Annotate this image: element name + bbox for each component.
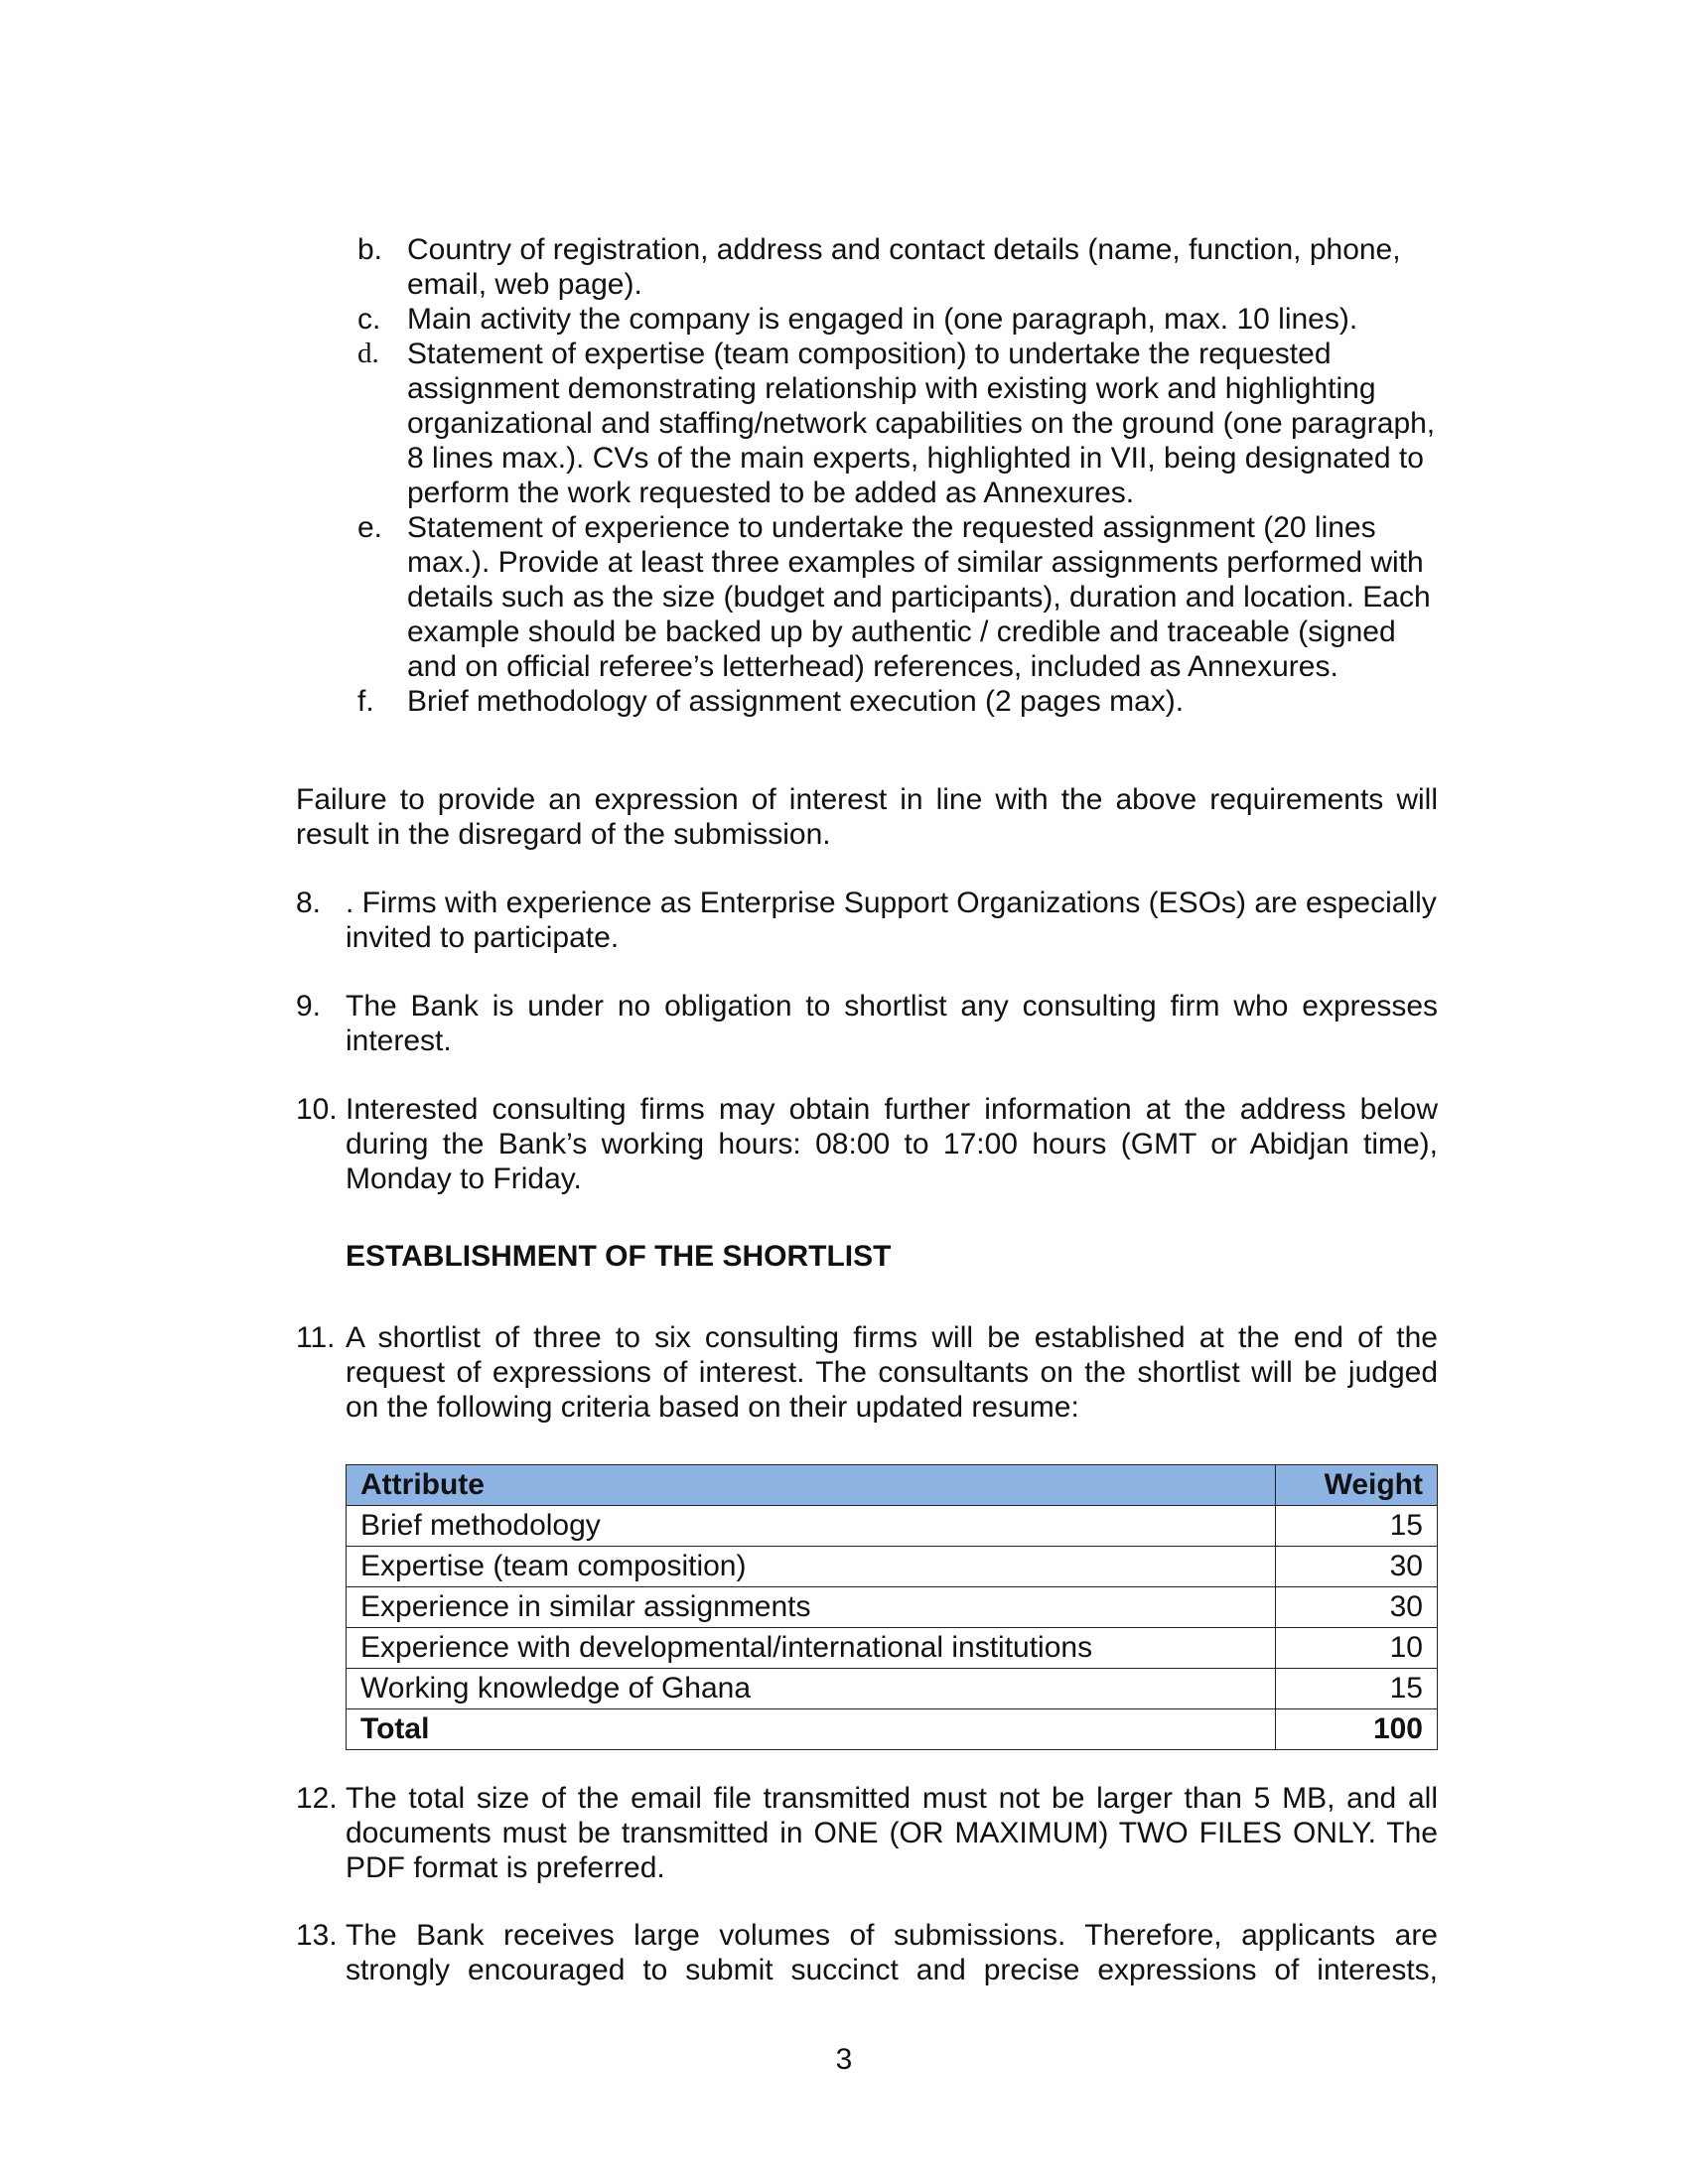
item-number: 9. [296, 990, 322, 1023]
item-text: . Firms with experience as Enterprise Support Organizations (ESOs) are especially invited to participate. [346, 887, 1437, 954]
sub-item-marker: e. [357, 511, 383, 544]
failure-paragraph: Failure to provide an expression of interest in line with the above requirements will result in the disregard of the submission. [296, 783, 1438, 851]
section-heading: ESTABLISHMENT OF THE SHORTLIST [346, 1240, 892, 1273]
sub-item-text: Country of registration, address and contact details (name, function, phone, email, web page). [407, 233, 1401, 301]
weight-cell: 15 [1276, 1669, 1438, 1709]
attribute-cell: Working knowledge of Ghana [347, 1669, 1276, 1709]
attribute-column-header: Attribute [347, 1465, 1276, 1506]
weight-cell: 10 [1276, 1628, 1438, 1669]
table-row [347, 1587, 1438, 1628]
weight-cell: 30 [1276, 1547, 1438, 1587]
sub-item-text: Main activity the company is engaged in (one paragraph, max. 10 lines). [407, 303, 1358, 336]
item-text: The Bank receives large volumes of submissions. Therefore, applicants are strongly encouraged to submit succinct and precise expressions of interests, [346, 1919, 1438, 1986]
sub-item-marker: b. [357, 233, 383, 266]
sub-item-marker: f. [357, 685, 374, 718]
table-total-row [347, 1709, 1438, 1750]
weight-cell: 30 [1276, 1587, 1438, 1628]
item-number: 10. [296, 1093, 338, 1126]
criteria-table [346, 1464, 1438, 1750]
attribute-cell: Experience with developmental/international institutions [347, 1628, 1276, 1669]
sub-item-marker: c. [357, 303, 381, 336]
sub-item-b [357, 232, 1440, 302]
numbered-item-10 [296, 1092, 1438, 1196]
numbered-item-13 [296, 1918, 1438, 1987]
table-row [347, 1669, 1438, 1709]
item-number: 13. [296, 1919, 338, 1952]
total-weight-cell: 100 [1276, 1709, 1438, 1750]
sub-item-e [357, 510, 1440, 684]
page-number: 3 [835, 2043, 853, 2076]
weight-cell: 15 [1276, 1506, 1438, 1547]
attribute-cell: Experience in similar assignments [347, 1587, 1276, 1628]
numbered-item-11 [296, 1320, 1438, 1425]
attribute-cell: Expertise (team composition) [347, 1547, 1276, 1587]
numbered-item-9 [296, 989, 1438, 1058]
item-text: Interested consulting firms may obtain further information at the address below during the Bank’s working hours: 08:00 to 17:00 hours (GMT or Abidjan time), Monday to Friday. [346, 1093, 1438, 1195]
numbered-item-12 [296, 1781, 1438, 1885]
sub-item-text: Brief methodology of assignment execution (2 pages max). [407, 685, 1185, 718]
lettered-sub-list [357, 232, 1440, 719]
item-text: The Bank is under no obligation to shortlist any consulting firm who expresses interest. [346, 990, 1438, 1057]
item-text: The total size of the email file transmitted must not be larger than 5 MB, and all documents must be transmitted in ONE (OR MAXIMUM) TWO FILES ONLY. The PDF format is preferred. [346, 1782, 1438, 1884]
total-label-cell: Total [347, 1709, 1276, 1750]
table-row [347, 1628, 1438, 1669]
weight-column-header: Weight [1276, 1465, 1438, 1506]
item-number: 12. [296, 1782, 338, 1815]
item-text: A shortlist of three to six consulting firms will be established at the end of the request of expressions of interest. The consultants on the shortlist will be judged on the following criteria based on their updated resume: [346, 1321, 1438, 1424]
attribute-cell: Brief methodology [347, 1506, 1276, 1547]
numbered-item-8 [296, 886, 1438, 955]
table-row [347, 1506, 1438, 1547]
item-number: 8. [296, 887, 322, 919]
sub-item-text: Statement of expertise (team composition) to undertake the requested assignment demonstrating relationship with existing work and highlighting organizational and staffing/network capabilities on the ground (one paragraph, 8 lines max.). CVs of the main experts, highlighted in VII, being designated to perform the work requested to be added as Annexures. [407, 338, 1436, 509]
sub-item-f [357, 684, 1440, 719]
sub-item-marker: d. [357, 338, 379, 369]
sub-item-d [357, 337, 1440, 510]
sub-item-text: Statement of experience to undertake the requested assignment (20 lines max.). Provide at least three examples of similar assignments performed with details such as the size (budget and participants), duration and location. Each example should be backed up by authentic / credible and traceable (signed and on official referee’s letterhead) references, included as Annexures. [407, 511, 1431, 683]
item-number: 11. [296, 1321, 336, 1354]
sub-item-c [357, 302, 1440, 337]
table-header-row [347, 1465, 1438, 1506]
table-row [347, 1547, 1438, 1587]
